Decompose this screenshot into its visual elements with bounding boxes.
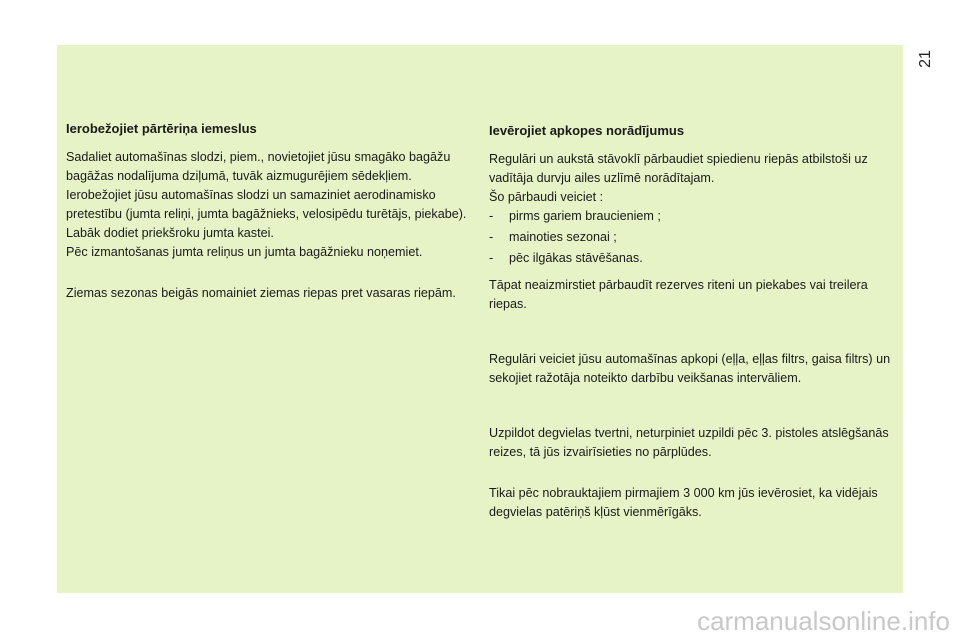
right-paragraph: Uzpildot degvielas tvertni, neturpiniet uzpildi pēc 3. pistoles atslēgšanās reizes, tā jūs izvairīsieties no pārplūdes. (489, 426, 889, 459)
right-heading: Ievērojiet apkopes norādījumus (489, 123, 685, 138)
right-paragraph: Tikai pēc nobrauktajiem pirmajiem 3 000 km jūs ievērosiet, ka vidējais degvielas patēriņš kļūst vienmērīgāks. (489, 486, 878, 519)
right-paragraph: Regulāri veiciet jūsu automašīnas apkopi (eļļa, eļļas filtrs, gaisa filtrs) un sekojiet ražotāja noteikto darbību veikšanas intervāliem. (489, 352, 891, 385)
check-label: Šo pārbaudi veiciet : (489, 190, 604, 204)
list-item: - mainoties sezonai ; (489, 228, 894, 247)
left-paragraph: Ziemas sezonas beigās nomainiet ziemas riepas pret vasaras riepām. (66, 286, 456, 300)
list-item: - pēc ilgākas stāvēšanas. (489, 249, 894, 268)
left-paragraph: Ierobežojiet jūsu automašīnas slodzi un samaziniet aerodinamisko pretestību (jumta reliņi, jumta bagāžnieks, velosipēdu turētājs, piekabe). Labāk dodiet priekšroku jumta kastei. (66, 188, 467, 240)
left-column (66, 120, 476, 303)
check-list (489, 207, 894, 268)
left-heading: Ierobežojiet pārtēriņa iemeslus (66, 121, 257, 136)
right-paragraph: Tāpat neaizmirstiet pārbaudīt rezerves riteni un piekabes vai treilera riepas. (489, 278, 868, 311)
left-paragraph: Sadaliet automašīnas slodzi, piem., novietojiet jūsu smagāko bagāžu bagāžas nodalījuma dziļumā, tuvāk aizmugurējiem sēdekļiem. (66, 150, 451, 183)
page-number: 21 (917, 50, 934, 68)
watermark: carmanualsonline.info (697, 606, 950, 636)
right-column (489, 122, 894, 522)
right-intro: Regulāri un aukstā stāvoklī pārbaudiet spiedienu riepās atbilstoši uz vadītāja durvju ailes uzlīmē norādītajam. (489, 152, 868, 185)
list-item: - pirms gariem braucieniem ; (489, 207, 894, 226)
left-paragraph: Pēc izmantošanas jumta reliņus un jumta bagāžnieku noņemiet. (66, 245, 423, 259)
